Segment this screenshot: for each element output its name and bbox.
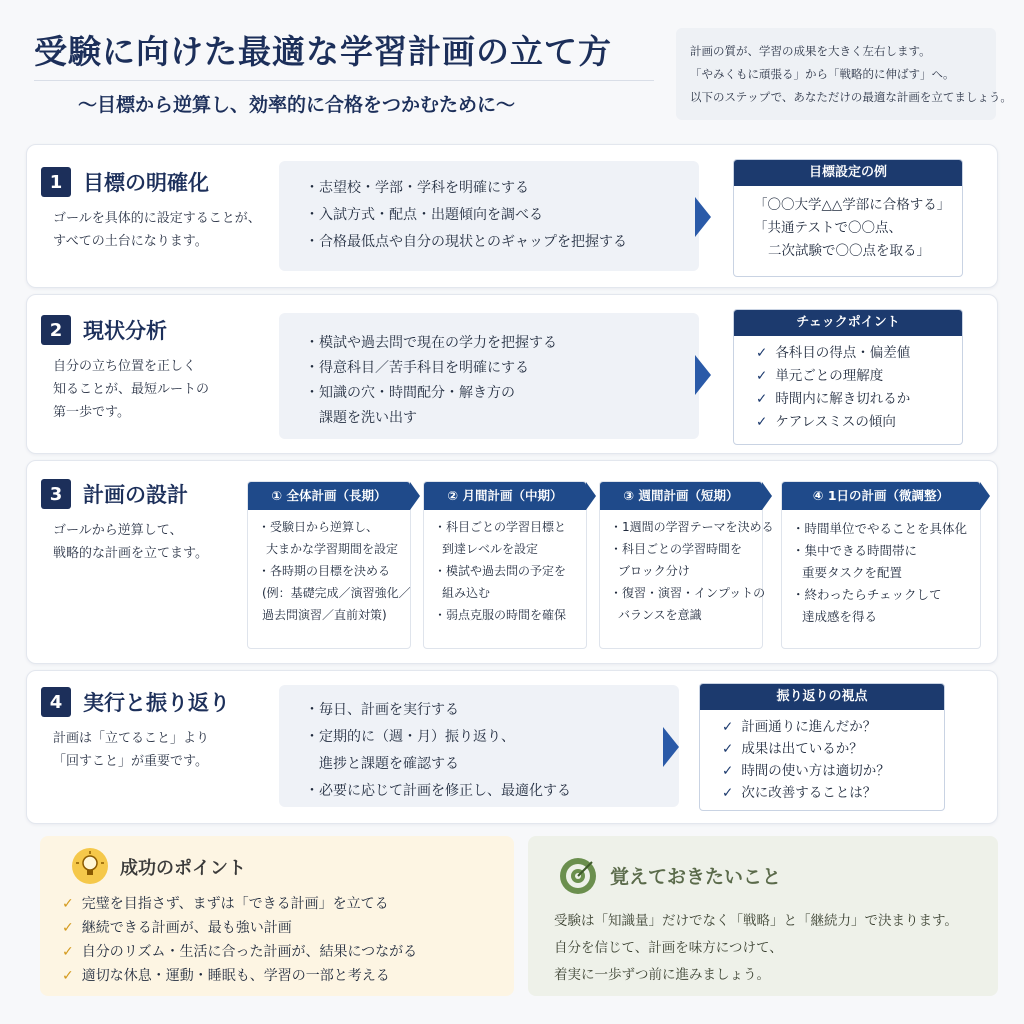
card-title: チェックポイント	[734, 310, 962, 336]
intro-line: 計画の質が、学習の成果を大きく左右します。	[690, 44, 931, 58]
step-bullets	[279, 161, 699, 271]
success-title: 成功のポイント	[120, 858, 246, 879]
card-line: 二次試験で〇〇点を取る」	[768, 243, 930, 259]
step-2-section	[26, 294, 998, 454]
bullet-item: 課題を洗い出す	[319, 410, 417, 426]
step-title: 現状分析	[83, 319, 167, 343]
desc-line: 「回すこと」が重要です。	[53, 754, 208, 769]
step-title: 目標の明確化	[83, 171, 209, 195]
bullet-item: ・定期的に（週・月）振り返り、	[305, 729, 515, 745]
phase-line: 組み込む	[442, 586, 491, 600]
step-number: 4	[41, 687, 71, 717]
step-bullets	[279, 685, 679, 807]
phase-mid-term	[423, 481, 587, 649]
card-body	[734, 336, 962, 434]
phase-line: ・弱点克服の時間を確保	[434, 608, 567, 622]
step-desc	[53, 207, 261, 253]
check-item: ✓ 時間内に解き切れるか	[756, 388, 950, 411]
phase-line: ・時間単位でやることを具体化	[792, 521, 968, 536]
bullet-item: ・合格最低点や自分の現状とのギャップを把握する	[305, 234, 627, 250]
phase-short-term	[599, 481, 774, 649]
phase-body	[782, 510, 980, 628]
bullet-item: 進捗と課題を確認する	[319, 756, 459, 772]
success-list	[62, 892, 417, 988]
card-body	[734, 186, 962, 263]
step-desc	[53, 519, 208, 565]
step-desc	[53, 727, 209, 773]
check-item: ✓ 成果は出ているか？	[722, 738, 932, 760]
step-desc	[53, 355, 209, 424]
bullet-item: ・得意科目／苦手科目を明確にする	[305, 360, 529, 376]
step-number: 2	[41, 315, 71, 345]
intro-line: 「やみくもに頑張る」から「戦略的に伸ばす」へ。	[690, 67, 955, 81]
arrow-right-icon	[695, 197, 711, 237]
check-item: ✓ ケアレスミスの傾向	[756, 411, 950, 434]
desc-line: 第一歩です。	[53, 405, 130, 420]
phase-line: (例：基礎完成／演習強化／	[262, 586, 411, 600]
step-title: 実行と振り返り	[83, 691, 230, 715]
remember-title: 覚えておきたいこと	[610, 866, 782, 888]
desc-line: 知ることが、最短ルートの	[53, 382, 210, 397]
phase-line: 達成感を得る	[802, 609, 878, 624]
remember-line: 受験は「知識量」だけでなく「戦略」と「継続力」で決まります。	[554, 913, 958, 929]
phase-line: ・受験日から逆算し、	[258, 520, 379, 534]
step-number: 1	[41, 167, 71, 197]
phase-line: 過去問演習／直前対策)	[262, 608, 387, 622]
phase-line: ブロック分け	[618, 564, 690, 578]
phase-line: ・集中できる時間帯に	[792, 543, 918, 558]
phase-title: ④ 1日の計画（微調整）	[782, 482, 980, 510]
remember-panel	[528, 836, 998, 996]
page-title: 受験に向けた最適な学習計画の立て方	[34, 32, 612, 71]
arrow-right-icon	[695, 355, 711, 395]
desc-line: ゴールから逆算して、	[53, 523, 183, 538]
phase-daily	[781, 481, 981, 649]
check-item: ✓ 単元ごとの理解度	[756, 365, 950, 388]
desc-line: すべての土台になります。	[53, 234, 208, 249]
step-4-section	[26, 670, 998, 824]
lightbulb-icon	[72, 848, 108, 884]
phase-line: ・復習・演習・インプットの	[610, 586, 766, 600]
phase-body	[248, 510, 410, 626]
bullet-item: ・志望校・学部・学科を明確にする	[305, 180, 529, 196]
phase-line: ・1週間の学習テーマを決める	[610, 520, 774, 534]
intro-line: 以下のステップで、あなただけの最適な計画を立てましょう。	[690, 90, 1012, 104]
checkpoint-card	[733, 309, 963, 445]
remember-line: 自分を信じて、計画を味方につけて、	[554, 940, 783, 956]
review-card	[699, 683, 945, 811]
intro-box	[676, 28, 1012, 120]
check-item: ✓ 次に改善することは？	[722, 782, 932, 804]
phase-line: ・終わったらチェックして	[792, 587, 942, 602]
phase-line: 重要タスクを配置	[802, 565, 903, 580]
card-title: 目標設定の例	[734, 160, 962, 186]
title-divider	[34, 80, 654, 81]
bullet-item: ・模試や過去問で現在の学力を把握する	[305, 335, 557, 351]
arrow-right-icon	[663, 727, 679, 767]
phase-line: ・各時期の目標を決める	[258, 564, 391, 578]
success-item: ✓ 完璧を目指さず、まずは「できる計画」を立てる	[62, 892, 417, 916]
check-item: ✓ 各科目の得点・偏差値	[756, 342, 950, 365]
target-icon	[558, 856, 598, 896]
phase-line: ・科目ごとの学習目標と	[434, 520, 567, 534]
phase-body	[424, 510, 586, 626]
remember-text	[554, 908, 958, 989]
step-1-section	[26, 144, 998, 288]
step-3-section	[26, 460, 998, 664]
success-item: ✓ 継続できる計画が、最も強い計画	[62, 916, 417, 940]
step-title: 計画の設計	[83, 483, 188, 507]
card-line: 「共通テストで〇〇点、	[754, 220, 902, 236]
desc-line: 計画は「立てること」より	[53, 731, 210, 746]
step-bullets	[279, 313, 699, 439]
success-points-panel	[40, 836, 514, 996]
success-item: ✓ 適切な休息・運動・睡眠も、学習の一部と考える	[62, 964, 417, 988]
phase-title: ② 月間計画（中期）	[424, 482, 586, 510]
bullet-item: ・毎日、計画を実行する	[305, 702, 459, 718]
phase-long-term	[247, 481, 411, 649]
card-line: 「〇〇大学△△学部に合格する」	[754, 197, 951, 213]
desc-line: ゴールを具体的に設定することが、	[53, 211, 261, 226]
desc-line: 戦略的な計画を立てます。	[53, 546, 208, 561]
phase-body	[600, 510, 774, 626]
check-item: ✓ 計画通りに進んだか？	[722, 716, 932, 738]
desc-line: 自分の立ち位置を正しく	[53, 359, 197, 374]
phase-line: 大まかな学習期間を設定	[266, 542, 399, 556]
bullet-item: ・入試方式・配点・出題傾向を調べる	[305, 207, 543, 223]
step-number: 3	[41, 479, 71, 509]
card-body	[700, 710, 944, 804]
phase-line: 到達レベルを設定	[442, 542, 539, 556]
phase-title: ① 全体計画（長期）	[248, 482, 410, 510]
phase-line: バランスを意識	[618, 608, 702, 622]
page-subtitle: 〜目標から逆算し、効率的に合格をつかむために〜	[78, 94, 516, 116]
check-item: ✓ 時間の使い方は適切か？	[722, 760, 932, 782]
success-item: ✓ 自分のリズム・生活に合った計画が、結果につながる	[62, 940, 417, 964]
phase-line: ・模試や過去問の予定を	[434, 564, 567, 578]
remember-line: 着実に一歩ずつ前に進みましょう。	[554, 967, 770, 983]
bullet-item: ・知識の穴・時間配分・解き方の	[305, 385, 515, 401]
bullet-item: ・必要に応じて計画を修正し、最適化する	[305, 783, 571, 799]
card-title: 振り返りの視点	[700, 684, 944, 710]
example-card	[733, 159, 963, 277]
phase-line: ・科目ごとの学習時間を	[610, 542, 743, 556]
phase-title: ③ 週間計画（短期）	[600, 482, 762, 510]
